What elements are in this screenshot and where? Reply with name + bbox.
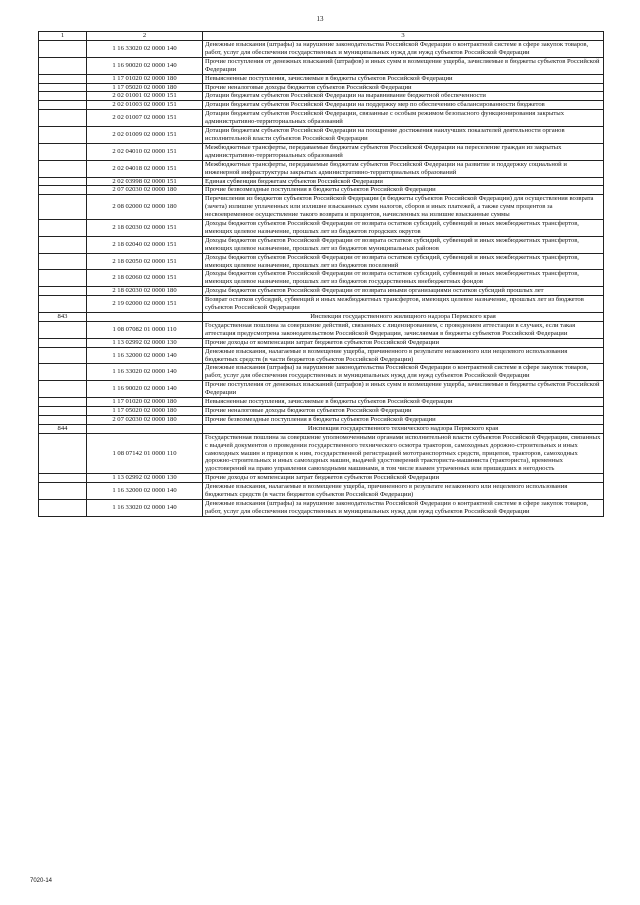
description-cell: Государственная пошлина за совершение действий, связанных с лицензированием, с проведением аттестации в случаях, если такая аттестация предусмотрена законодательством Российской Федерации, зачисляемая в бюджеты субъектов Российской Федерации xyxy=(203,321,604,338)
admin-code-cell xyxy=(39,287,87,296)
description-cell: Денежные взыскания (штрафы) за нарушение законодательства Российской Федерации о контрактной системе в сфере закупок товаров, работ, услуг для обеспечения государственных и муниципальных нужд для нужд субъектов Российской Федерации xyxy=(203,41,604,58)
revenue-code-cell xyxy=(87,424,203,433)
description-cell: Единая субвенция бюджетам субъектов Российской Федерации xyxy=(203,177,604,186)
revenue-code-cell xyxy=(87,313,203,322)
description-cell: Прочие неналоговые доходы бюджетов субъектов Российской Федерации xyxy=(203,83,604,92)
table-row xyxy=(39,101,604,110)
table-row xyxy=(39,433,604,474)
header-col-2: 2 xyxy=(87,32,203,41)
table-row xyxy=(39,83,604,92)
description-cell: Доходы бюджетов субъектов Российской Федерации от возврата остатков субсидий, субвенций и иных межбюджетных трансфертов, имеющих целевое назначение, прошлых лет из бюджетов городских округов xyxy=(203,220,604,237)
table-row xyxy=(39,321,604,338)
table-row xyxy=(39,177,604,186)
description-cell: Доходы бюджетов субъектов Российской Федерации от возврата остатков субсидий, субвенций и иных межбюджетных трансфертов, имеющих целевое назначение, прошлых лет из бюджетов государственных внебюджетных фондов xyxy=(203,270,604,287)
description-cell: Невыясненные поступления, зачисляемые в бюджеты субъектов Российской Федерации xyxy=(203,398,604,407)
table-row xyxy=(39,92,604,101)
description-cell: Прочие поступления от денежных взысканий (штрафов) и иных сумм в возмещение ущерба, зачисляемые в бюджеты субъектов Российской Федерации xyxy=(203,57,604,74)
revenue-code-cell: 1 13 02992 02 0000 130 xyxy=(87,474,203,483)
table-row xyxy=(39,364,604,381)
revenue-code-cell: 2 07 02030 02 0000 180 xyxy=(87,186,203,195)
header-col-3: 3 xyxy=(203,32,604,41)
revenue-code-cell: 1 17 05020 02 0000 180 xyxy=(87,406,203,415)
admin-code-cell xyxy=(39,296,87,313)
admin-group-row xyxy=(39,424,604,433)
admin-code-cell xyxy=(39,92,87,101)
budget-classification-table xyxy=(38,31,604,517)
table-row xyxy=(39,406,604,415)
table-row xyxy=(39,41,604,58)
revenue-code-cell: 2 02 01007 02 0000 151 xyxy=(87,110,203,127)
page-number: 13 xyxy=(316,15,324,23)
admin-code-cell xyxy=(39,220,87,237)
admin-code-cell xyxy=(39,101,87,110)
admin-code-cell xyxy=(39,195,87,220)
table-row xyxy=(39,347,604,364)
table-row xyxy=(39,57,604,74)
table-row xyxy=(39,296,604,313)
table-row xyxy=(39,74,604,83)
admin-group-row xyxy=(39,313,604,322)
revenue-code-cell: 1 16 32000 02 0000 140 xyxy=(87,347,203,364)
description-cell: Невыясненные поступления, зачисляемые в бюджеты субъектов Российской Федерации xyxy=(203,74,604,83)
revenue-code-cell: 1 16 90020 02 0000 140 xyxy=(87,57,203,74)
revenue-code-cell: 2 02 04010 02 0000 151 xyxy=(87,143,203,160)
revenue-code-cell: 2 19 02000 02 0000 151 xyxy=(87,296,203,313)
revenue-code-cell: 1 08 07142 01 0000 110 xyxy=(87,433,203,474)
admin-code-cell xyxy=(39,270,87,287)
table-row xyxy=(39,415,604,424)
description-cell: Прочие безвозмездные поступления в бюджеты субъектов Российской Федерации xyxy=(203,415,604,424)
description-cell: Прочие неналоговые доходы бюджетов субъектов Российской Федерации xyxy=(203,406,604,415)
revenue-code-cell: 2 02 01001 02 0000 151 xyxy=(87,92,203,101)
description-cell: Перечисления из бюджетов субъектов Российской Федерации (в бюджеты субъектов Российской Федерации) для осуществления возврата (зачета) излишне уплаченных или излишне взысканных сумм налогов, сборов и иных платежей, а также сумм процентов за несвоевременное осуществление такого возврата и процентов, начисленных на излишне взысканные суммы xyxy=(203,195,604,220)
table-row xyxy=(39,143,604,160)
admin-code-cell xyxy=(39,74,87,83)
description-cell: Дотации бюджетам субъектов Российской Федерации на поощрение достижения наилучших показателей деятельности органов исполнительной власти субъектов Российской Федерации xyxy=(203,127,604,144)
revenue-code-cell: 2 08 02000 02 0000 180 xyxy=(87,195,203,220)
table-row xyxy=(39,381,604,398)
admin-name-cell: Инспекция государственного жилищного надзора Пермского края xyxy=(203,313,604,322)
table-row xyxy=(39,287,604,296)
table-row xyxy=(39,338,604,347)
admin-code-cell xyxy=(39,321,87,338)
admin-code-cell xyxy=(39,474,87,483)
admin-code-cell xyxy=(39,338,87,347)
revenue-code-cell: 2 02 04018 02 0000 151 xyxy=(87,160,203,177)
admin-code-cell xyxy=(39,127,87,144)
description-cell: Прочие безвозмездные поступления в бюджеты субъектов Российской Федерации xyxy=(203,186,604,195)
revenue-code-cell: 2 18 02060 02 0000 151 xyxy=(87,270,203,287)
description-cell: Денежные взыскания, налагаемые в возмещение ущерба, причиненного в результате незаконного или нецелевого использования бюджетных средств (в части бюджетов субъектов Российской Федерации) xyxy=(203,347,604,364)
admin-code-cell xyxy=(39,253,87,270)
revenue-code-cell: 1 16 33020 02 0000 140 xyxy=(87,364,203,381)
table-row xyxy=(39,398,604,407)
table-row xyxy=(39,195,604,220)
table-row xyxy=(39,236,604,253)
admin-code-cell xyxy=(39,177,87,186)
admin-code-cell xyxy=(39,483,87,500)
admin-code-cell xyxy=(39,364,87,381)
admin-code-cell: 843 xyxy=(39,313,87,322)
description-cell: Дотации бюджетам субъектов Российской Федерации, связанные с особым режимом безопасного функционирования закрытых административно-территориальных образований xyxy=(203,110,604,127)
description-cell: Межбюджетные трансферты, передаваемые бюджетам субъектов Российской Федерации на развитие и поддержку социальной и инженерной инфраструктуры закрытых административно-территориальных образований xyxy=(203,160,604,177)
admin-code-cell xyxy=(39,110,87,127)
table-row xyxy=(39,127,604,144)
description-cell: Межбюджетные трансферты, передаваемые бюджетам субъектов Российской Федерации на переселение граждан из закрытых административно-территориальных образований xyxy=(203,143,604,160)
admin-name-cell: Инспекция государственного технического надзора Пермского края xyxy=(203,424,604,433)
admin-code-cell xyxy=(39,499,87,516)
description-cell: Прочие доходы от компенсации затрат бюджетов субъектов Российской Федерации xyxy=(203,474,604,483)
revenue-code-cell: 2 18 02040 02 0000 151 xyxy=(87,236,203,253)
description-cell: Денежные взыскания, налагаемые в возмещение ущерба, причиненного в результате незаконного или нецелевого использования бюджетных средств (в части бюджетов субъектов Российской Федерации) xyxy=(203,483,604,500)
description-cell: Дотации бюджетам субъектов Российской Федерации на поддержку мер по обеспечению сбалансированности бюджетов xyxy=(203,101,604,110)
revenue-code-cell: 1 17 01020 02 0000 180 xyxy=(87,74,203,83)
admin-code-cell xyxy=(39,57,87,74)
admin-code-cell xyxy=(39,433,87,474)
table-row xyxy=(39,160,604,177)
table-row xyxy=(39,110,604,127)
description-cell: Доходы бюджетов субъектов Российской Федерации от возврата иными организациями остатков субсидий прошлых лет xyxy=(203,287,604,296)
revenue-code-cell: 1 16 33020 02 0000 140 xyxy=(87,499,203,516)
table-row xyxy=(39,483,604,500)
description-cell: Государственная пошлина за совершение уполномоченными органами исполнительной власти субъектов Российской Федерации, связанных с выдачей документов о проведении государственного технического осмотра тракторов, самоходных дорожно-строительных и иных самоходных машин и прицепов к ним, государственной регистрацией мототранспортных средств, прицепов, тракторов, самоходных дорожно-строительных и иных самоходных машин, выдачей удостоверений тракториста-машиниста (тракториста), временных удостоверений на право управления самоходными машинами, в том числе взамен утраченных или пришедших в негодность xyxy=(203,433,604,474)
admin-code-cell xyxy=(39,406,87,415)
description-cell: Доходы бюджетов субъектов Российской Федерации от возврата остатков субсидий, субвенций и иных межбюджетных трансфертов, имеющих целевое назначение, прошлых лет из бюджетов муниципальных районов xyxy=(203,236,604,253)
admin-code-cell xyxy=(39,41,87,58)
revenue-code-cell: 2 02 03998 02 0000 151 xyxy=(87,177,203,186)
revenue-code-cell: 2 18 02030 02 0000 180 xyxy=(87,287,203,296)
admin-code-cell xyxy=(39,143,87,160)
revenue-code-cell: 1 08 07082 01 0000 110 xyxy=(87,321,203,338)
table-row xyxy=(39,186,604,195)
header-col-1: 1 xyxy=(39,32,87,41)
revenue-code-cell: 1 13 02992 02 0000 130 xyxy=(87,338,203,347)
table-body xyxy=(39,41,604,517)
revenue-code-cell: 1 17 01020 02 0000 180 xyxy=(87,398,203,407)
admin-code-cell xyxy=(39,236,87,253)
admin-code-cell xyxy=(39,415,87,424)
table-row xyxy=(39,220,604,237)
table-row xyxy=(39,253,604,270)
revenue-code-cell: 2 02 01003 02 0000 151 xyxy=(87,101,203,110)
description-cell: Денежные взыскания (штрафы) за нарушение законодательства Российской Федерации о контрактной системе в сфере закупок товаров, работ, услуг для обеспечения государственных и муниципальных нужд для нужд субъектов Российской Федерации xyxy=(203,499,604,516)
revenue-code-cell: 1 16 32000 02 0000 140 xyxy=(87,483,203,500)
revenue-code-cell: 2 07 02030 02 0000 180 xyxy=(87,415,203,424)
footer-code: 7020-14 xyxy=(30,878,53,884)
table-row xyxy=(39,499,604,516)
revenue-code-cell: 1 17 05020 02 0000 180 xyxy=(87,83,203,92)
description-cell: Доходы бюджетов субъектов Российской Федерации от возврата остатков субсидий, субвенций и иных межбюджетных трансфертов, имеющих целевое назначение, прошлых лет из бюджетов поселений xyxy=(203,253,604,270)
table-row xyxy=(39,474,604,483)
table-row xyxy=(39,270,604,287)
description-cell: Прочие поступления от денежных взысканий (штрафов) и иных сумм в возмещение ущерба, зачисляемые в бюджеты субъектов Российской Федерации xyxy=(203,381,604,398)
description-cell: Дотации бюджетам субъектов Российской Федерации на выравнивание бюджетной обеспеченности xyxy=(203,92,604,101)
revenue-code-cell: 1 16 33020 02 0000 140 xyxy=(87,41,203,58)
revenue-code-cell: 2 18 02050 02 0000 151 xyxy=(87,253,203,270)
description-cell: Возврат остатков субсидий, субвенций и иных межбюджетных трансфертов, имеющих целевое назначение, прошлых лет из бюджетов субъектов Российской Федерации xyxy=(203,296,604,313)
admin-code-cell xyxy=(39,381,87,398)
revenue-code-cell: 2 02 01009 02 0000 151 xyxy=(87,127,203,144)
admin-code-cell xyxy=(39,160,87,177)
admin-code-cell: 844 xyxy=(39,424,87,433)
description-cell: Прочие доходы от компенсации затрат бюджетов субъектов Российской Федерации xyxy=(203,338,604,347)
admin-code-cell xyxy=(39,347,87,364)
admin-code-cell xyxy=(39,398,87,407)
revenue-code-cell: 2 18 02030 02 0000 151 xyxy=(87,220,203,237)
revenue-code-cell: 1 16 90020 02 0000 140 xyxy=(87,381,203,398)
admin-code-cell xyxy=(39,83,87,92)
description-cell: Денежные взыскания (штрафы) за нарушение законодательства Российской Федерации о контрактной системе в сфере закупок товаров, работ, услуг для обеспечения государственных и муниципальных нужд для нужд субъектов Российской Федерации xyxy=(203,364,604,381)
table-header-row xyxy=(39,32,604,41)
admin-code-cell xyxy=(39,186,87,195)
